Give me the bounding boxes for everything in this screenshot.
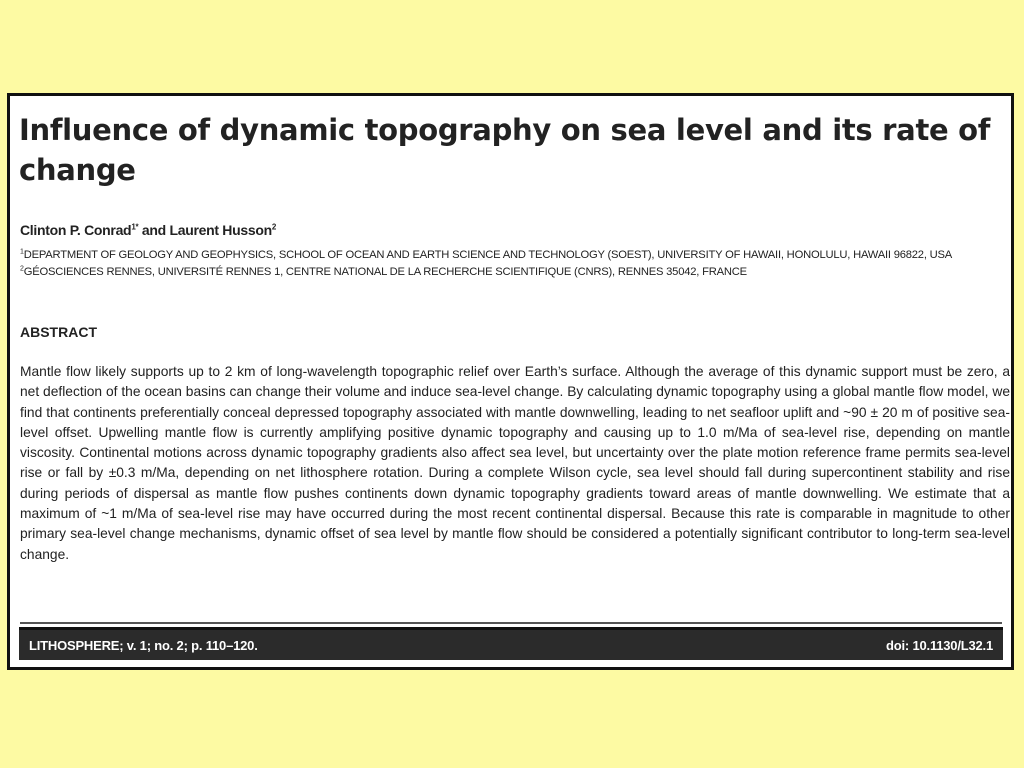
author-affiliation-mark: 2	[271, 222, 276, 232]
abstract-text: Mantle flow likely supports up to 2 km of long-wavelength topographic relief over Earth’s surface. Although the average of this dynamic support must be zero, a net deflection of the ocean basins can change their volume and induce sea-level change. By calculating dynamic topography using a global mantle flow model, we find that continents preferentially conceal depressed topography associated with mantle downwelling, leading to net seafloor uplift and ~90 ± 20 m of positive sea-level offset. Upwelling mantle flow is currently amplifying positive dynamic topography and causing up to 1.0 m/Ma of sea-level rise, depending on mantle viscosity. Continental motions across dynamic topography gradients also affect sea level, but uncertainty over the plate motion reference frame permits sea-level rise or fall by ±0.3 m/Ma, depending on net lithosphere rotation. During a complete Wilson cycle, sea level should fall during supercontinent stability and rise during periods of dispersal as mantle flow pushes continents down dynamic topography gradients toward areas of mantle downwelling. We estimate that a maximum of ~1 m/Ma of sea-level rise may have occurred during the most recent continental dispersal. Because this rate is comparable in magnitude to other primary sea-level change mechanisms, dynamic offset of sea level by mantle flow should be considered a potentially significant contributor to long-term sea-level change.	[20, 364, 1010, 562]
article-title: Influence of dynamic topography on sea level and its rate of change	[19, 113, 991, 187]
author-name: Clinton P. Conrad	[20, 222, 132, 238]
affiliation-1	[20, 249, 952, 261]
author-line	[20, 222, 276, 238]
affiliation-text: GÉOSCIENCES RENNES, UNIVERSITÉ RENNES 1, CENTRE NATIONAL DE LA RECHERCHE SCIENTIFIQUE (CNRS), RENNES 35042, FRANCE	[23, 266, 747, 278]
affiliation-mark: 1	[20, 248, 24, 256]
affiliation-2	[20, 266, 747, 278]
author-connector: and	[138, 222, 170, 238]
author-affiliation-mark: 1*	[131, 222, 139, 232]
abstract-heading: ABSTRACT	[20, 324, 97, 340]
affiliation-text: DEPARTMENT OF GEOLOGY AND GEOPHYSICS, SCHOOL OF OCEAN AND EARTH SCIENCE AND TECHNOLOGY (SOEST), UNIVERSITY OF HAWAII, HONOLULU, HAWAII 96822, USA	[23, 249, 953, 261]
paper-header-page	[7, 93, 1014, 670]
journal-footer-bar	[19, 627, 1003, 660]
affiliation-mark: 2	[20, 265, 24, 273]
author-name: Laurent Husson	[169, 222, 272, 238]
journal-citation: LITHOSPHERE; v. 1; no. 2; p. 110–120.	[29, 637, 258, 653]
doi-label: doi: 10.1130/L32.1	[886, 637, 993, 653]
